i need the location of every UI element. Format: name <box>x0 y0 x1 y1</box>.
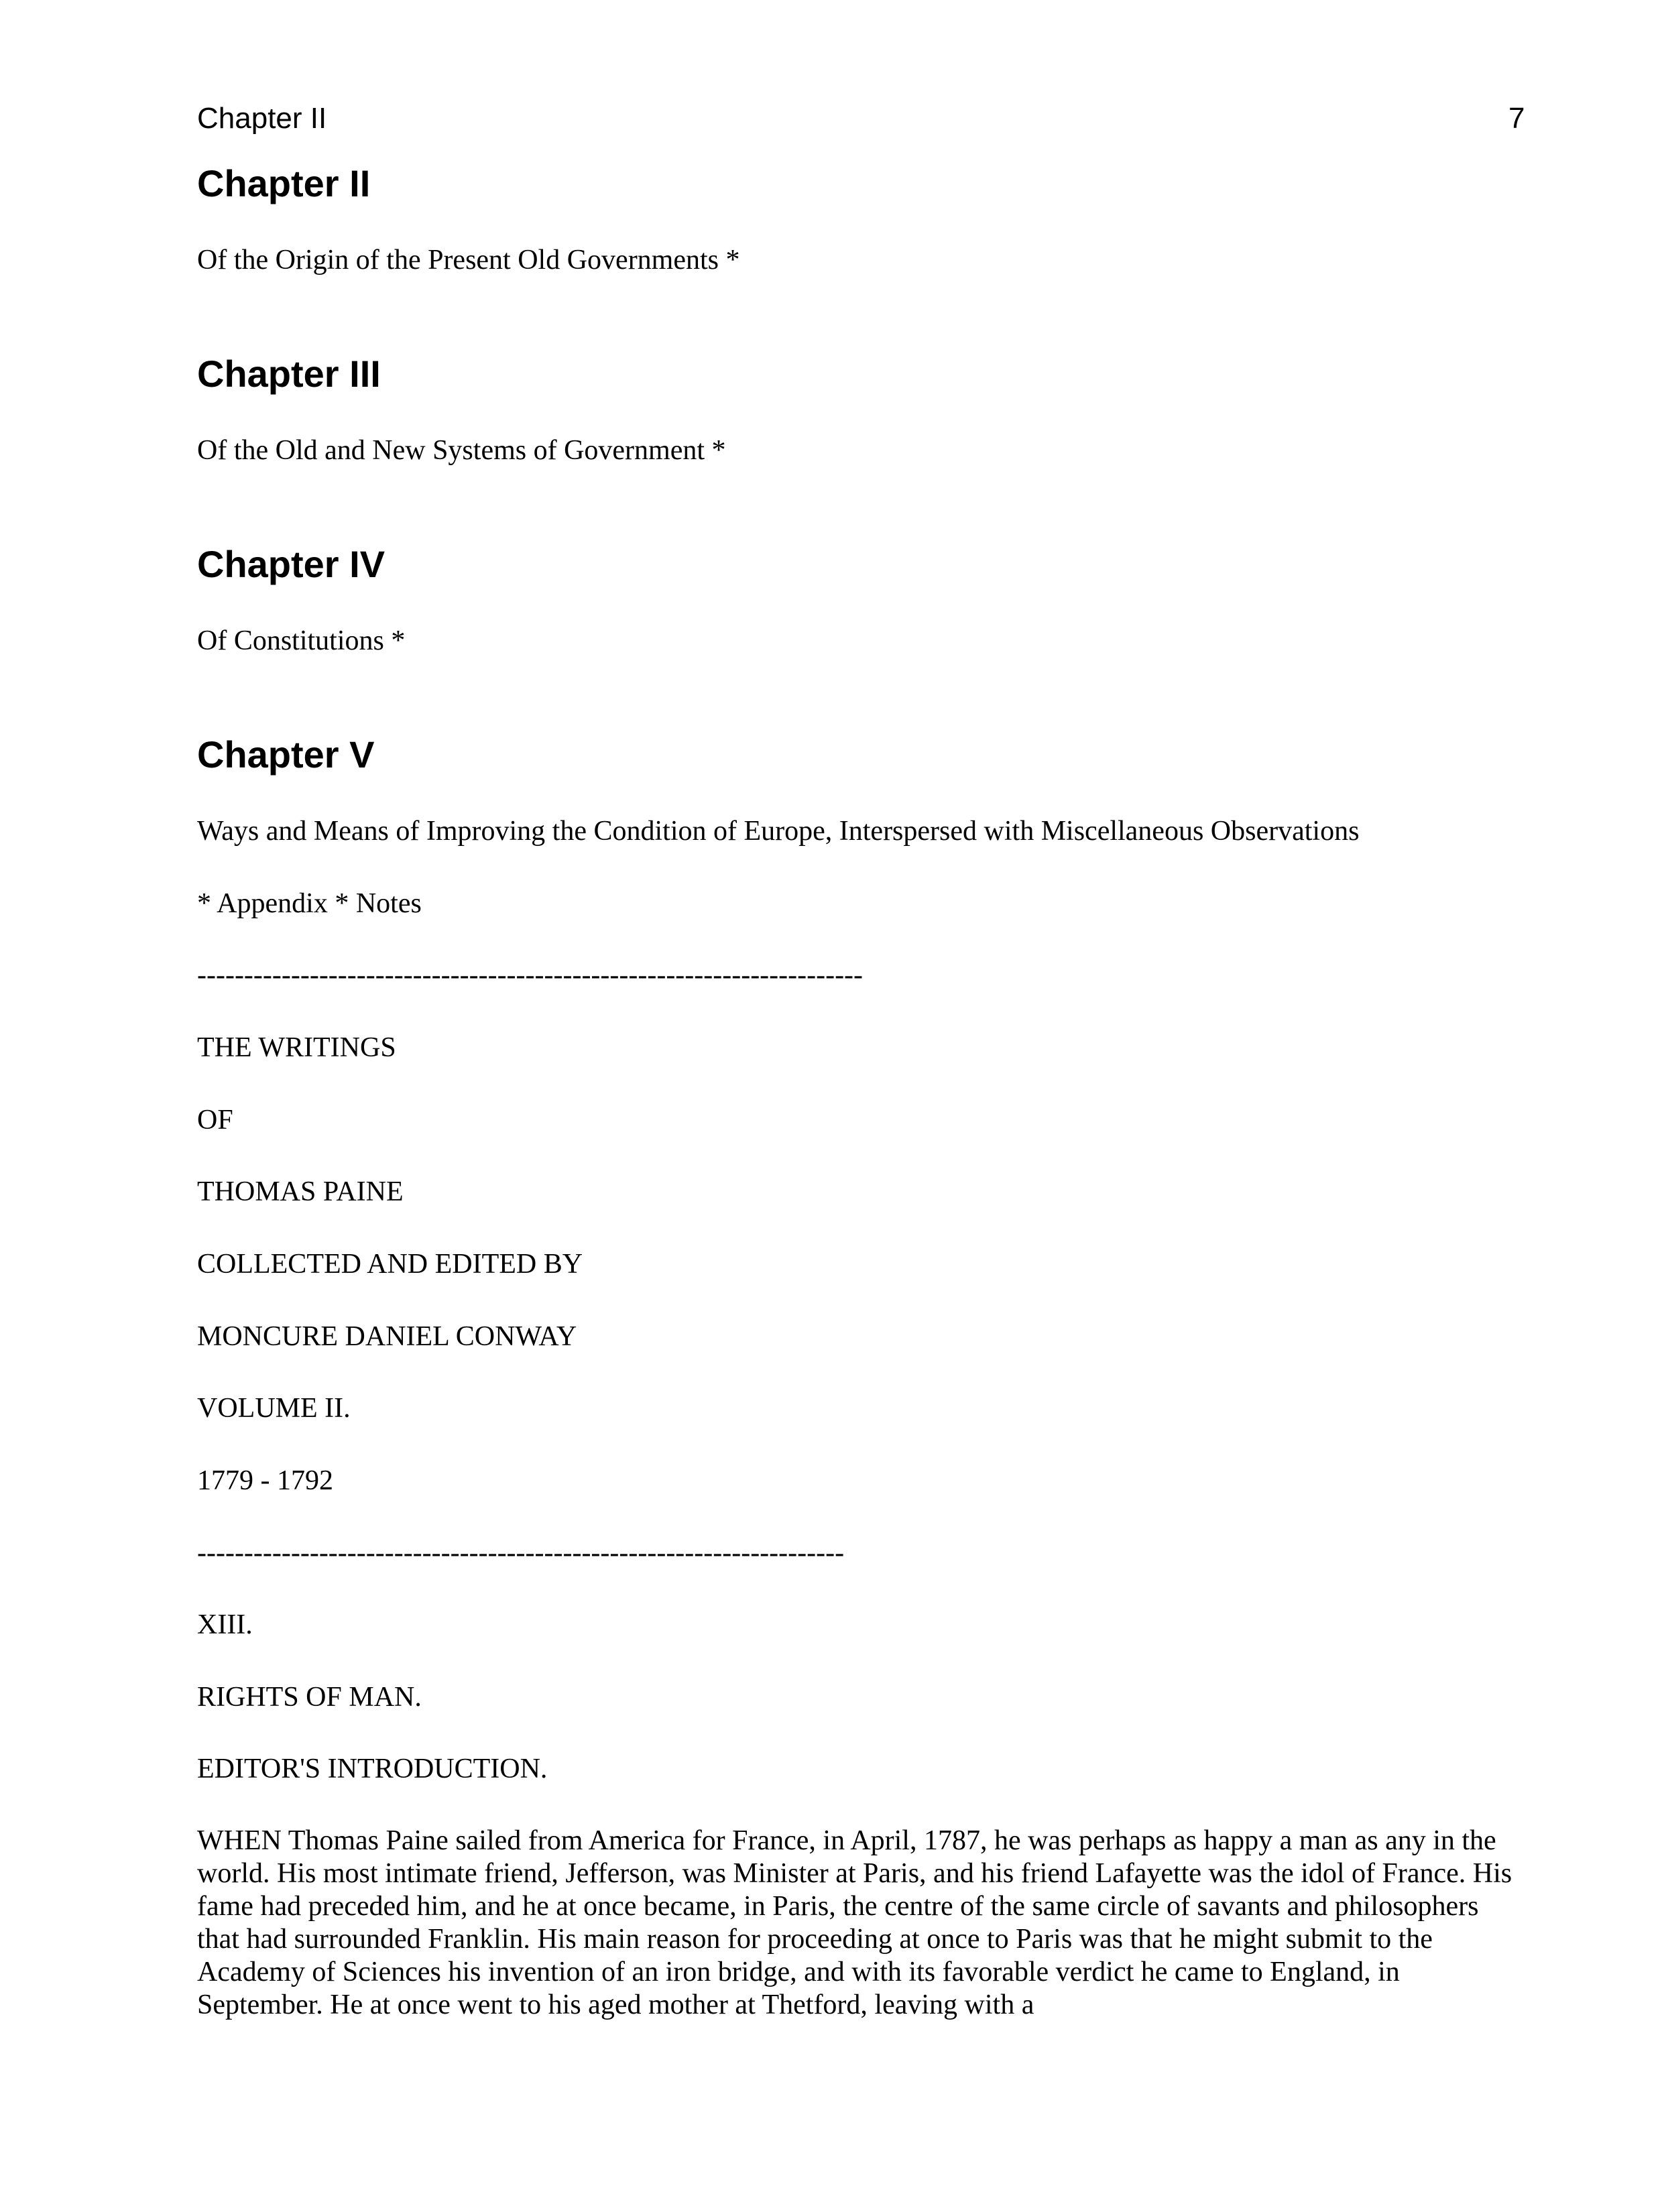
title-line-writings: THE WRITINGS <box>197 1032 396 1063</box>
chapter-subtitle-iii: Of the Old and New Systems of Government * <box>197 435 726 466</box>
title-line-author: THOMAS PAINE <box>197 1176 404 1207</box>
running-header-title: Chapter II <box>197 102 327 135</box>
title-line-years: 1779 - 1792 <box>197 1465 333 1496</box>
chapter-heading-iii: Chapter III <box>197 353 381 395</box>
section-number: XIII. <box>197 1609 253 1640</box>
separator-rule-1: ----------------------------------------------------------------------- <box>197 960 864 991</box>
chapter-heading-v: Chapter V <box>197 733 375 776</box>
section-subtitle: EDITOR'S INTRODUCTION. <box>197 1754 548 1784</box>
title-line-volume: VOLUME II. <box>197 1393 351 1424</box>
title-line-of: OF <box>197 1105 233 1135</box>
page-number: 7 <box>1508 102 1525 135</box>
intro-paragraph: WHEN Thomas Paine sailed from America for France, in April, 1787, he was perhaps as happy a man as any in the world. His most intimate friend, Jefferson, was Minister at Paris, and his friend Lafayette was the idol of France. His fame had preceded him, and he at once became, in Paris, the centre of the same circle of savants and philosophers that had surrounded Franklin. His main reason for proceeding at once to Paris was that he might submit to the Academy of Sciences his invention of an iron bridge, and with its favorable verdict he came to England, in September. He at once went to his aged mother at Thetford, leaving with a <box>197 1825 1512 2020</box>
separator-rule-2: --------------------------------------------------------------------- <box>197 1538 845 1569</box>
appendix-notes-line: * Appendix * Notes <box>197 888 422 919</box>
chapter-subtitle-v: Ways and Means of Improving the Condition of Europe, Interspersed with Miscellaneous Observations <box>197 816 1360 847</box>
chapter-subtitle-iv: Of Constitutions * <box>197 625 406 656</box>
section-title: RIGHTS OF MAN. <box>197 1682 422 1713</box>
chapter-heading-iv: Chapter IV <box>197 543 385 585</box>
chapter-subtitle-ii: Of the Origin of the Present Old Governments * <box>197 245 740 275</box>
chapter-heading-ii: Chapter II <box>197 162 371 204</box>
title-line-collected: COLLECTED AND EDITED BY <box>197 1249 583 1280</box>
title-line-editor: MONCURE DANIEL CONWAY <box>197 1321 577 1352</box>
